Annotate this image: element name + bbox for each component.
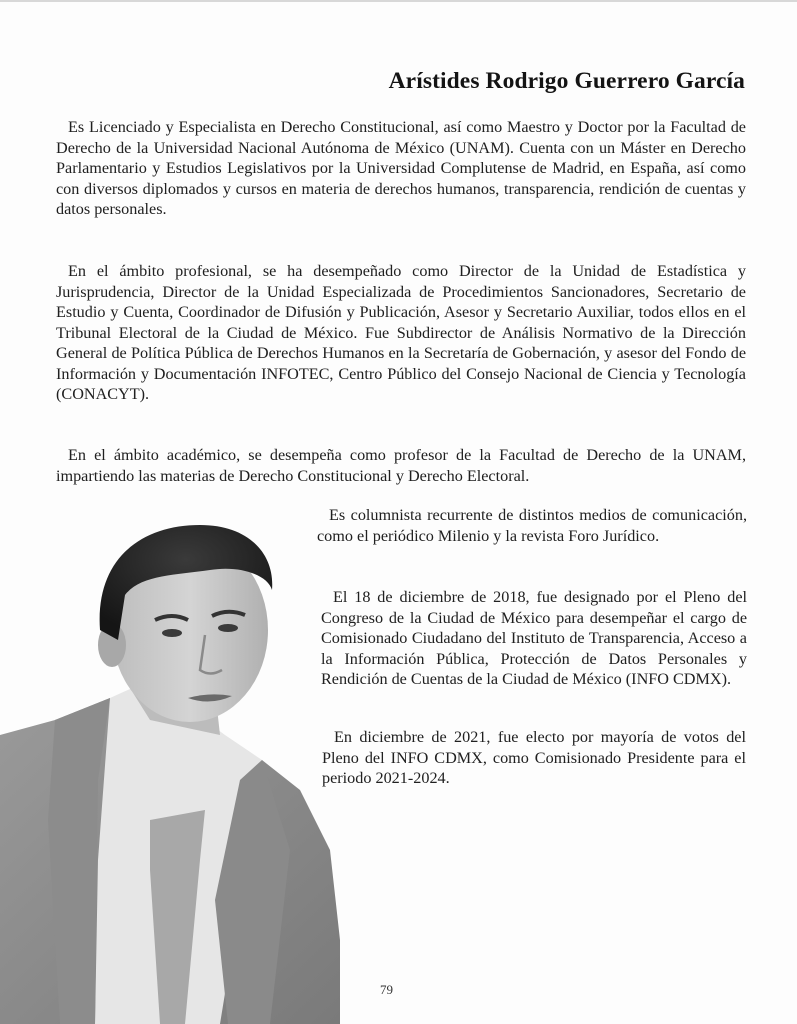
bio-paragraph-professional: En el ámbito profesional, se ha desempeñado como Director de la Unidad de Estadística y Jurisprudencia, Director de la Unidad Especializada de Procedimientos Sancionadores, Secretario de Estudio y Cuenta, Coordinador de Difusión y Publicación, Asesor y Secretario Auxiliar, todos ellos en el Tribunal Electoral de la Ciudad de México. Fue Subdirector de Análisis Normativo de la Dirección General de Política Pública de Derechos Humanos en la Secretaría de Gobernación, y asesor del Fondo de Información y Documentación INFOTEC, Centro Público del Consejo Nacional de Ciencia y Tecnología (CONACYT). (56, 262, 746, 403)
bio-paragraph-designation: El 18 de diciembre de 2018, fue designado por el Pleno del Congreso de la Ciudad de México para desempeñar el cargo de Comisionado Ciudadano del Instituto de Transparencia, Acceso a la Información Pública, Protección de Datos Personales y Rendición de Cuentas de la Ciudad de México (INFO CDMX). (321, 588, 747, 688)
bio-paragraph-education: Es Licenciado y Especialista en Derecho Constitucional, así como Maestro y Doctor por la Facultad de Derecho de la Universidad Nacional Autónoma de México (UNAM). Cuenta con un Máster en Derecho Parlamentario y Estudios Legislativos por la Universidad Complutense de Madrid, en España, así como con diversos diplomados y cursos en materia de derechos humanos, transparencia, rendición de cuentas y datos personales. (56, 118, 746, 218)
right-eye (218, 624, 238, 632)
left-eye (162, 629, 182, 637)
page-number: 79 (380, 982, 393, 997)
bio-paragraph-academic: En el ámbito académico, se desempeña como profesor de la Facultad de Derecho de la UNAM, impartiendo las materias de Derecho Constitucional y Derecho Electoral. (56, 446, 746, 485)
page-title: Arístides Rodrigo Guerrero García (388, 68, 745, 94)
bio-paragraph-presidency: En diciembre de 2021, fue electo por mayoría de votos del Pleno del INFO CDMX, como Comisionado Presidente para el periodo 2021-2024. (322, 728, 746, 787)
page-top-edge (0, 0, 797, 2)
bio-paragraph-columnist: Es columnista recurrente de distintos medios de comunicación, como el periódico Milenio y la revista Foro Jurídico. (317, 506, 747, 545)
portrait-photo (0, 520, 340, 1024)
